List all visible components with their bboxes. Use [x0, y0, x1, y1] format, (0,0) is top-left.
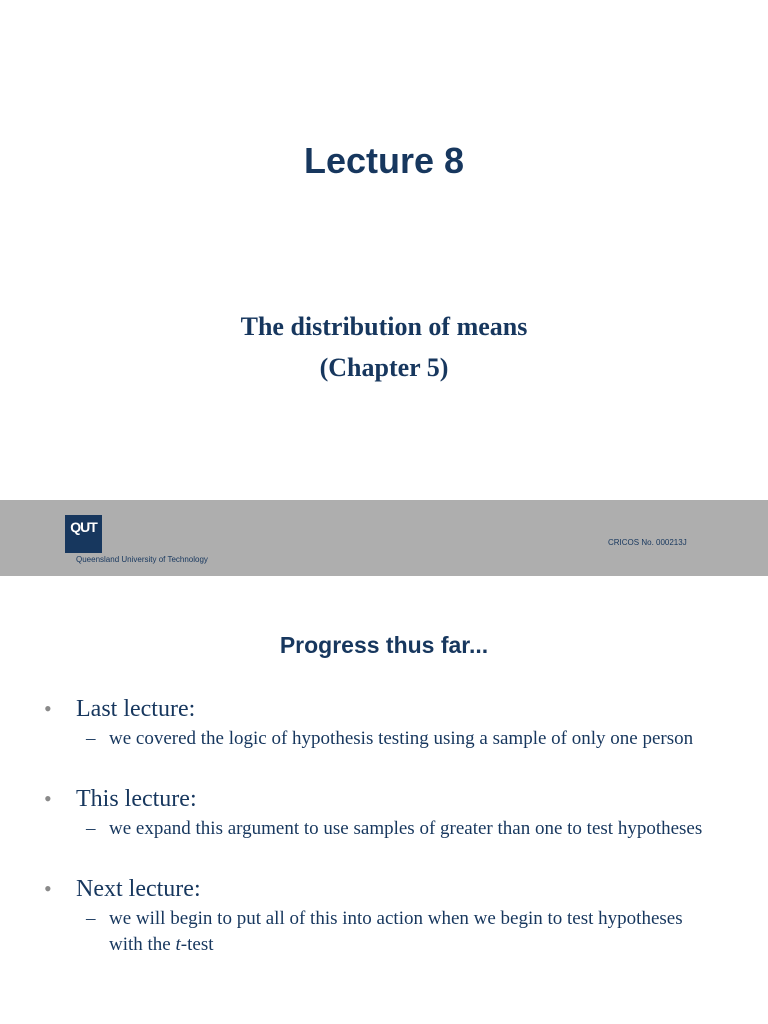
dash-icon: –: [86, 908, 96, 929]
progress-title: Progress thus far...: [279, 632, 489, 658]
bullet-list: [0, 692, 768, 988]
progress-slide: [0, 576, 768, 1024]
university-name: Queensland University of Technology: [76, 555, 208, 564]
bullet-dot-icon: •: [44, 876, 52, 901]
sub-text-before: we will begin to put all of this into action when we begin to test hypotheses with the: [109, 908, 683, 955]
bullet-dot-icon: •: [44, 696, 52, 721]
sub-bullet: [0, 816, 768, 842]
dash-icon: –: [86, 818, 96, 839]
qut-logo: QUT: [65, 515, 102, 553]
bullet-dot-icon: •: [44, 786, 52, 811]
footer-band: [0, 500, 768, 576]
subtitle-line-2: (Chapter 5): [319, 353, 449, 382]
bullet-next-lecture: [0, 872, 768, 958]
bullet-label: Next lecture:: [76, 876, 201, 902]
bullet-label: This lecture:: [76, 786, 197, 812]
dash-icon: –: [86, 728, 96, 749]
t-italic: t: [175, 934, 181, 955]
sub-text-after: -test: [180, 934, 214, 955]
lecture-subtitle: [0, 306, 768, 388]
subtitle-line-1: The distribution of means: [240, 312, 528, 341]
sub-bullet-text: [109, 908, 683, 955]
sub-bullet: [0, 726, 768, 752]
bullet-last-lecture: [0, 692, 768, 752]
bullet-this-lecture: [0, 782, 768, 842]
sub-bullet: [0, 906, 768, 958]
sub-bullet-text: we covered the logic of hypothesis testing using a sample of only one person: [109, 728, 694, 749]
sub-bullet-text: we expand this argument to use samples of greater than one to test hypotheses: [109, 818, 703, 839]
lecture-title: Lecture 8: [303, 140, 465, 181]
bullet-label: Last lecture:: [76, 696, 196, 722]
cricos-number: CRICOS No. 000213J: [608, 538, 687, 547]
